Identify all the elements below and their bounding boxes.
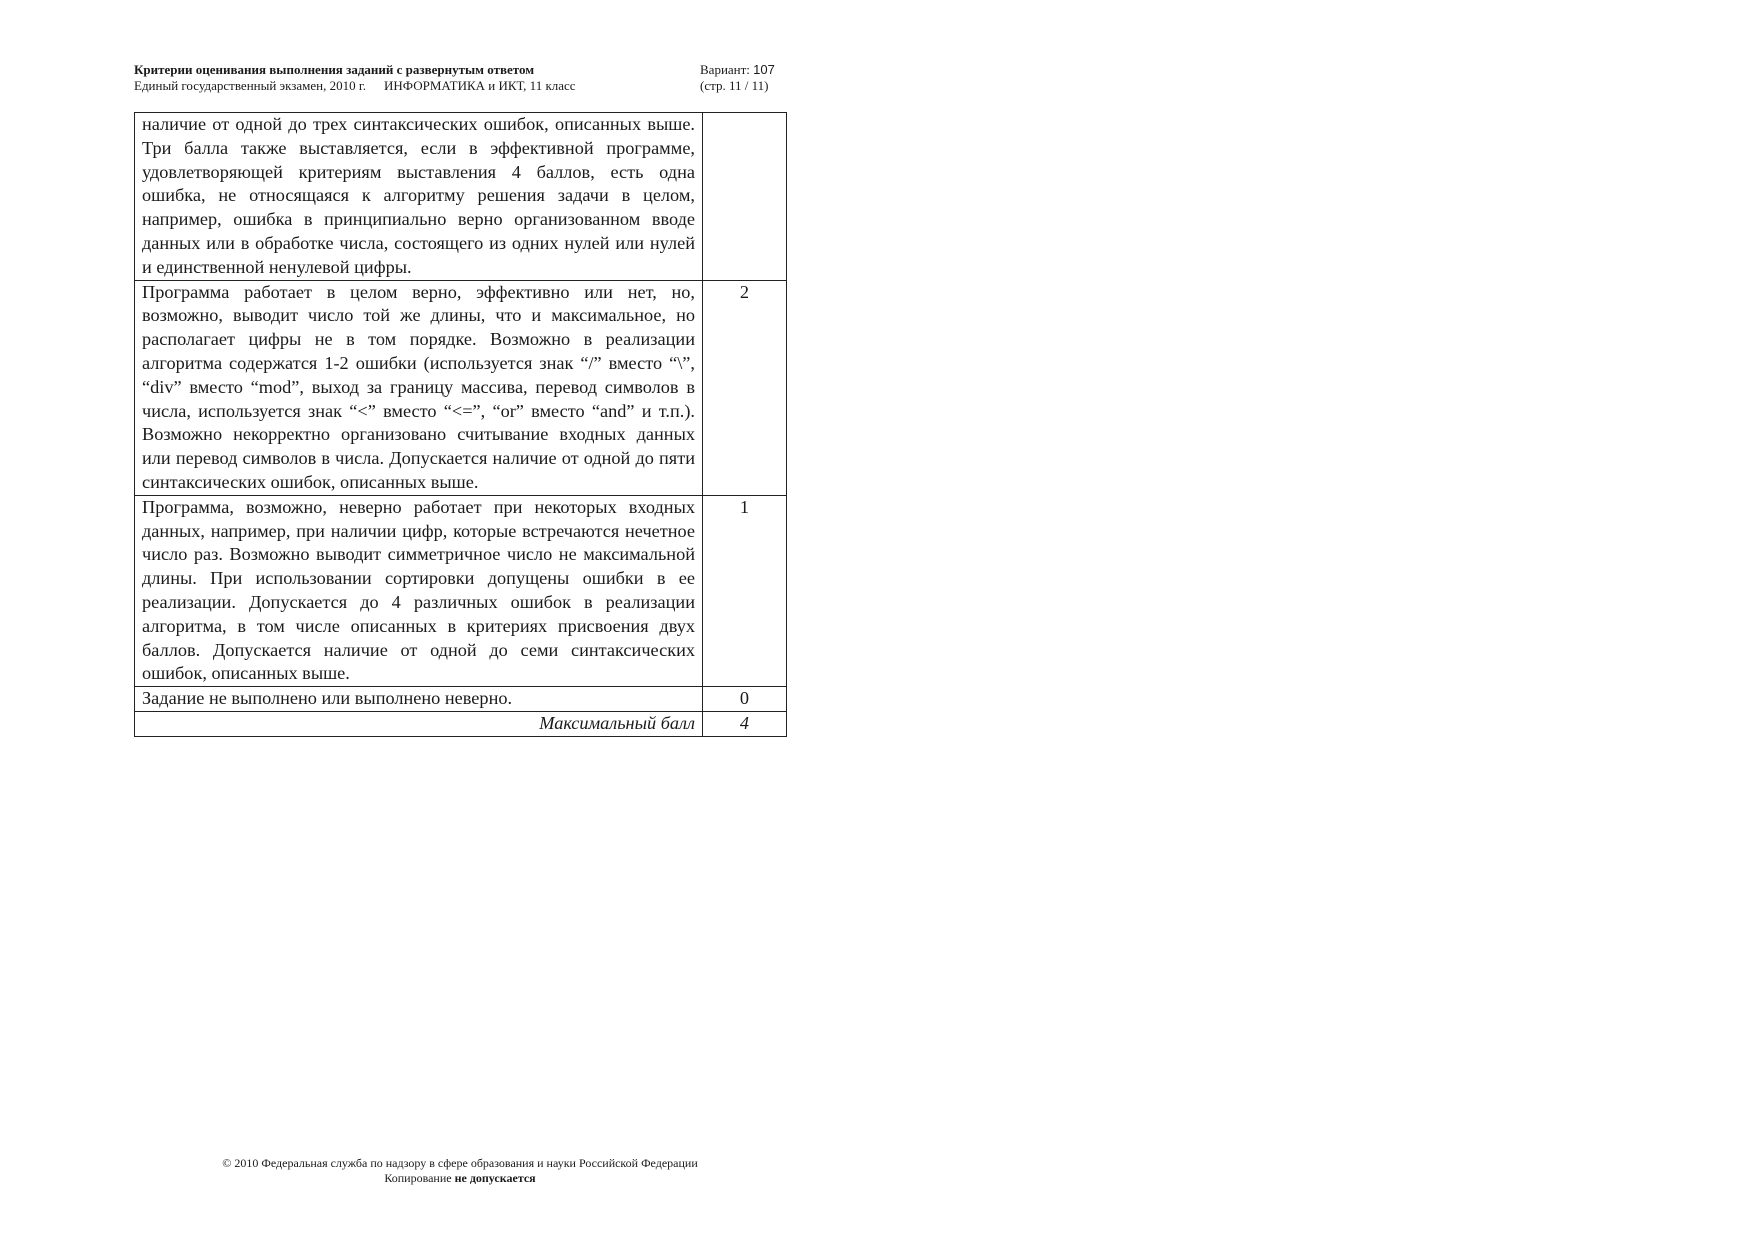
footer-copy-prefix: Копирование xyxy=(384,1171,452,1185)
table-row xyxy=(135,113,787,281)
page-header xyxy=(134,62,786,98)
table-row xyxy=(135,495,787,686)
header-right xyxy=(700,62,775,94)
variant-number: 107 xyxy=(753,62,775,77)
criteria-score: 2 xyxy=(703,280,787,495)
footer-copyright: © 2010 Федеральная служба по надзору в сфере образования и науки Российской Федерации xyxy=(222,1156,698,1170)
header-left xyxy=(134,62,576,94)
table-row xyxy=(135,280,787,495)
criteria-score xyxy=(703,113,787,281)
footer-copy-notice xyxy=(134,1171,786,1186)
criteria-text: Программа работает в целом верно, эффективно или нет, но, возможно, выводит число той же длины, что и максимальное, но располагает цифры не в том порядке. Возможно в реализации алгоритма содержатся 1-2 ошибки (используется знак “/” вместо “\”, “div” вместо “mod”, выход за границу массива, перевод символов в числа, используется знак “<” вместо “<=”, “or” вместо “and” и т.п.). Возможно некорректно организовано считывание входных данных или перевод символов в числа. Допускается наличие от одной до пяти синтаксических ошибок, описанных выше. xyxy=(135,280,703,495)
subject-line: ИНФОРМАТИКА и ИКТ, 11 класс xyxy=(384,78,576,93)
criteria-table xyxy=(134,112,787,737)
variant-label: Вариант: xyxy=(700,62,750,77)
variant-line xyxy=(700,62,775,78)
max-score-row xyxy=(135,711,787,736)
page-footer xyxy=(134,1156,786,1186)
exam-line: Единый государственный экзамен, 2010 г. xyxy=(134,78,366,93)
criteria-text: наличие от одной до трех синтаксических ошибок, описанных выше. Три балла также выставляется, если в эффективной программе, удовлетворяющей критериям выставления 4 баллов, есть одна ошибка, не относящаяся к алгоритму решения задачи в целом, например, ошибка в принципиально верно организованном вводе данных или в обработке числа, состоящего из одних нулей или нулей и единственной ненулевой цифры. xyxy=(135,113,703,281)
table-row xyxy=(135,687,787,712)
criteria-score: 1 xyxy=(703,495,787,686)
criteria-text: Задание не выполнено или выполнено неверно. xyxy=(135,687,703,712)
criteria-text: Программа, возможно, неверно работает при некоторых входных данных, например, при наличии цифр, которые встречаются нечетное число раз. Возможно выводит симметричное число не максимальной длины. При использовании сортировки допущены ошибки в ее реализации. Допускается до 4 различных ошибок в реализации алгоритма, в том числе описанных в критериях присвоения двух баллов. Допускается наличие от одной до семи синтаксических ошибок, описанных выше. xyxy=(135,495,703,686)
page-info: (стр. 11 / 11) xyxy=(700,78,769,93)
header-subtitle xyxy=(134,78,576,94)
header-title: Критерии оценивания выполнения заданий с развернутым ответом xyxy=(134,62,535,77)
criteria-score: 0 xyxy=(703,687,787,712)
max-score-label: Максимальный балл xyxy=(135,711,703,736)
footer-copy-bold: не допускается xyxy=(454,1171,536,1185)
max-score-value: 4 xyxy=(703,711,787,736)
